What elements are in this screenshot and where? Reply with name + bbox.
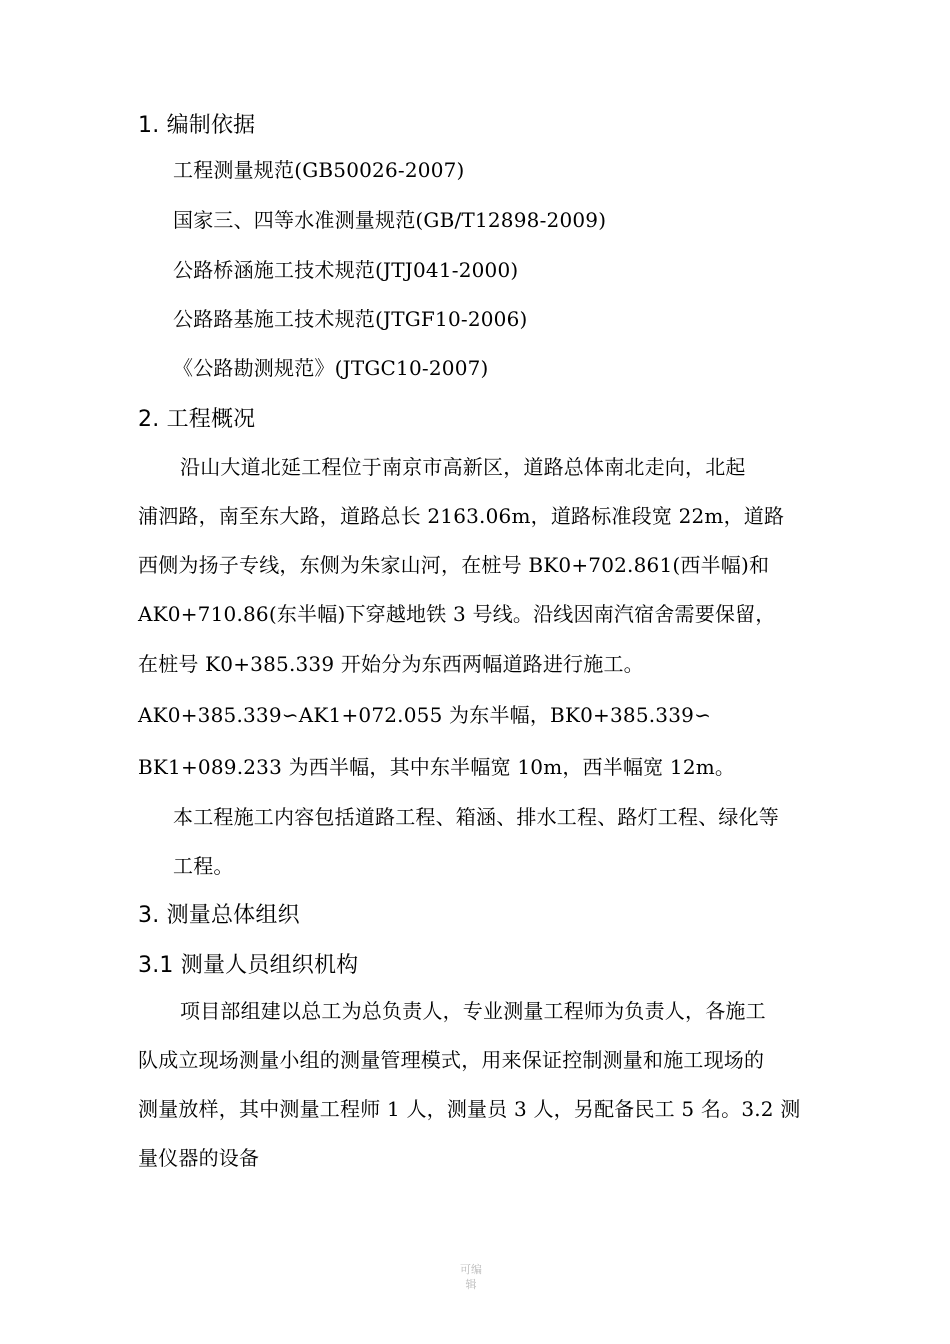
paragraph-line: AK0+385.339∽AK1+072.055 为东半幅，BK0+385.339∽: [138, 703, 712, 727]
reference-item: 国家三、四等水准测量规范(GB/T12898-2009): [173, 208, 607, 232]
paragraph-line: AK0+710.86(东半幅)下穿越地铁 3 号线。沿线因南汽宿舍需要保留，: [138, 602, 776, 626]
page-footer: [455, 1262, 487, 1292]
section-3-heading: 3. 测量总体组织: [138, 903, 300, 928]
paragraph-line: 量仪器的设备: [138, 1146, 260, 1170]
section-1-heading: 1. 编制依据: [138, 113, 256, 138]
paragraph-line: 工程。: [173, 854, 234, 878]
footer-line: 辑: [465, 1278, 477, 1291]
reference-item: 公路桥涵施工技术规范(JTJ041-2000): [173, 258, 519, 282]
footer-line: 可编: [460, 1263, 482, 1276]
section-3-1-heading: 3.1 测量人员组织机构: [138, 953, 359, 978]
paragraph-line: 沿山大道北延工程位于南京市高新区，道路总体南北走向，北起: [180, 455, 746, 479]
reference-item: 《公路勘测规范》(JTGC10-2007): [173, 356, 489, 380]
reference-item: 工程测量规范(GB50026-2007): [173, 158, 465, 182]
paragraph-line: 浦泗路，南至东大路，道路总长 2163.06m，道路标准段宽 22m，道路: [138, 504, 785, 528]
section-2-heading: 2. 工程概况: [138, 407, 256, 432]
reference-item: 公路路基施工技术规范(JTGF10-2006): [173, 307, 528, 331]
paragraph-line: 西侧为扬子专线，东侧为朱家山河，在桩号 BK0+702.861(西半幅)和: [138, 553, 770, 577]
paragraph-line: 测量放样，其中测量工程师 1 人，测量员 3 人，另配备民工 5 名。3.2 测: [138, 1097, 801, 1121]
paragraph-line: 队成立现场测量小组的测量管理模式，用来保证控制测量和施工现场的: [138, 1048, 765, 1072]
paragraph-line: 本工程施工内容包括道路工程、箱涵、排水工程、路灯工程、绿化等: [173, 805, 779, 829]
paragraph-line: 在桩号 K0+385.339 开始分为东西两幅道路进行施工。: [138, 652, 644, 676]
paragraph-line: 项目部组建以总工为总负责人，专业测量工程师为负责人，各施工: [180, 999, 766, 1023]
paragraph-line: BK1+089.233 为西半幅，其中东半幅宽 10m，西半幅宽 12m。: [138, 755, 736, 779]
